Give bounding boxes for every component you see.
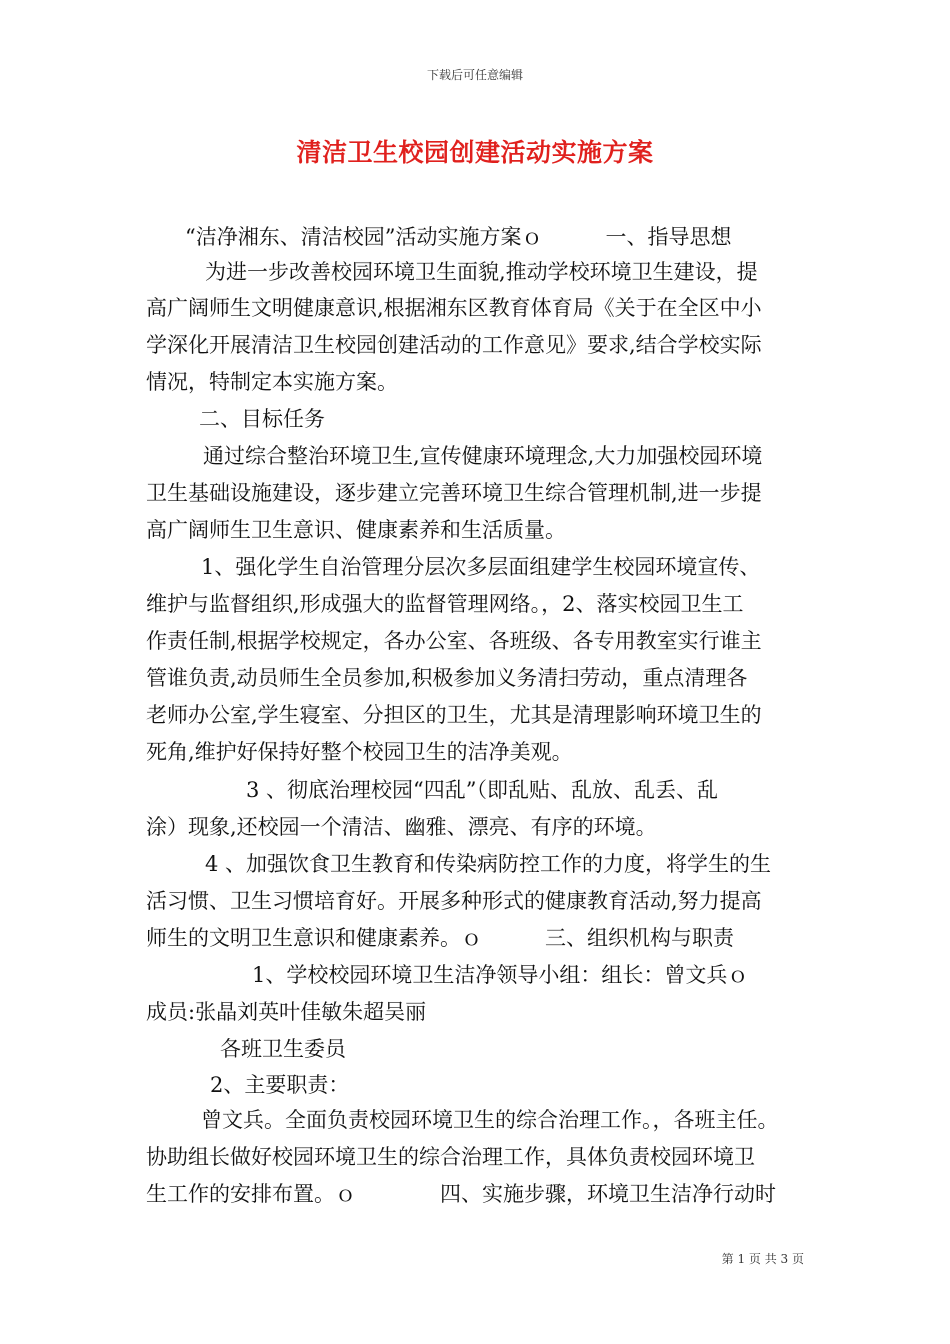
body-line: 为进一步改善校园环境卫生面貌,推动学校环境卫生建设，提 [205,260,758,284]
body-line: 4 、加强饮食卫生教育和传染病防控工作的力度，将学生的生 [205,852,772,876]
body-line: 曾文兵。全面负责校园环境卫生的综合治理工作。，各班主任。 [201,1108,779,1132]
body-line: 维护与监督组织,形成强大的监督管理网络。，2、落实校园卫生工 [146,592,744,616]
body-line: 卫生基础设施建设，逐步建立完善环境卫生综合管理机制,进一步提 [146,481,762,505]
body-line: 1、强化学生自治管理分层次多层面组建学生校园环境宣传、 [201,555,761,579]
body-line: 情况，特制定本实施方案。 [146,370,398,394]
document-title: 清洁卫生校园创建活动实施方案 [296,138,654,167]
body-line: 高广阔师生卫生意识、健康素养和生活质量。 [146,518,566,542]
body-line: 老师办公室,学生寝室、分担区的卫生，尤其是清理影响环境卫生的 [146,703,762,727]
section-heading: 二、目标任务 [199,407,325,431]
body-line: 2、主要职责： [210,1073,350,1097]
body-line: 通过综合整治环境卫生,宣传健康环境理念,大力加强校园环境 [203,444,763,468]
body-line: 成员:张晶刘英叶佳敏朱超吴丽 [146,1000,427,1024]
body-line: 协助组长做好校园环境卫生的综合治理工作，具体负责校园环境卫 [146,1145,755,1169]
body-line: 生工作的安排布置。ｏ 四、实施步骤，环境卫生洁净行动时 [146,1182,776,1206]
body-line: 各班卫生委员 [220,1037,346,1061]
body-line: 涂）现象,还校园一个清洁、幽雅、漂亮、有序的环境。 [146,815,657,839]
body-line: 活习惯、卫生习惯培育好。开展多种形式的健康教育活动,努力提高 [146,889,762,913]
body-line: 作责任制,根据学校规定，各办公室、各班级、各专用教室实行谁主 [146,629,762,653]
body-line: “洁净湘东、清洁校园”活动实施方案ｏ 一、指导思想 [185,225,732,249]
page-header: 下载后可任意编辑 [426,68,523,82]
body-line: 学深化开展清洁卫生校园创建活动的工作意见》要求,结合学校实际 [146,333,762,357]
body-line: 管谁负责,动员师生全员参加,积极参加义务清扫劳动，重点清理各 [146,666,748,690]
body-line: 师生的文明卫生意识和健康素养。ｏ 三、组织机构与职责 [146,926,734,950]
body-line: 高广阔师生文明健康意识,根据湘东区教育体育局《关于在全区中小 [146,296,762,320]
page-footer: 第 1 页 共 3 页 [721,1252,804,1266]
body-line: 3 、彻底治理校园“四乱”（即乱贴、乱放、乱丢、乱 [246,778,719,802]
body-line: 1、学校校园环境卫生洁净领导小组：组长：曾文兵ｏ [252,963,749,987]
body-line: 死角,维护好保持好整个校园卫生的洁净美观。 [146,740,573,764]
